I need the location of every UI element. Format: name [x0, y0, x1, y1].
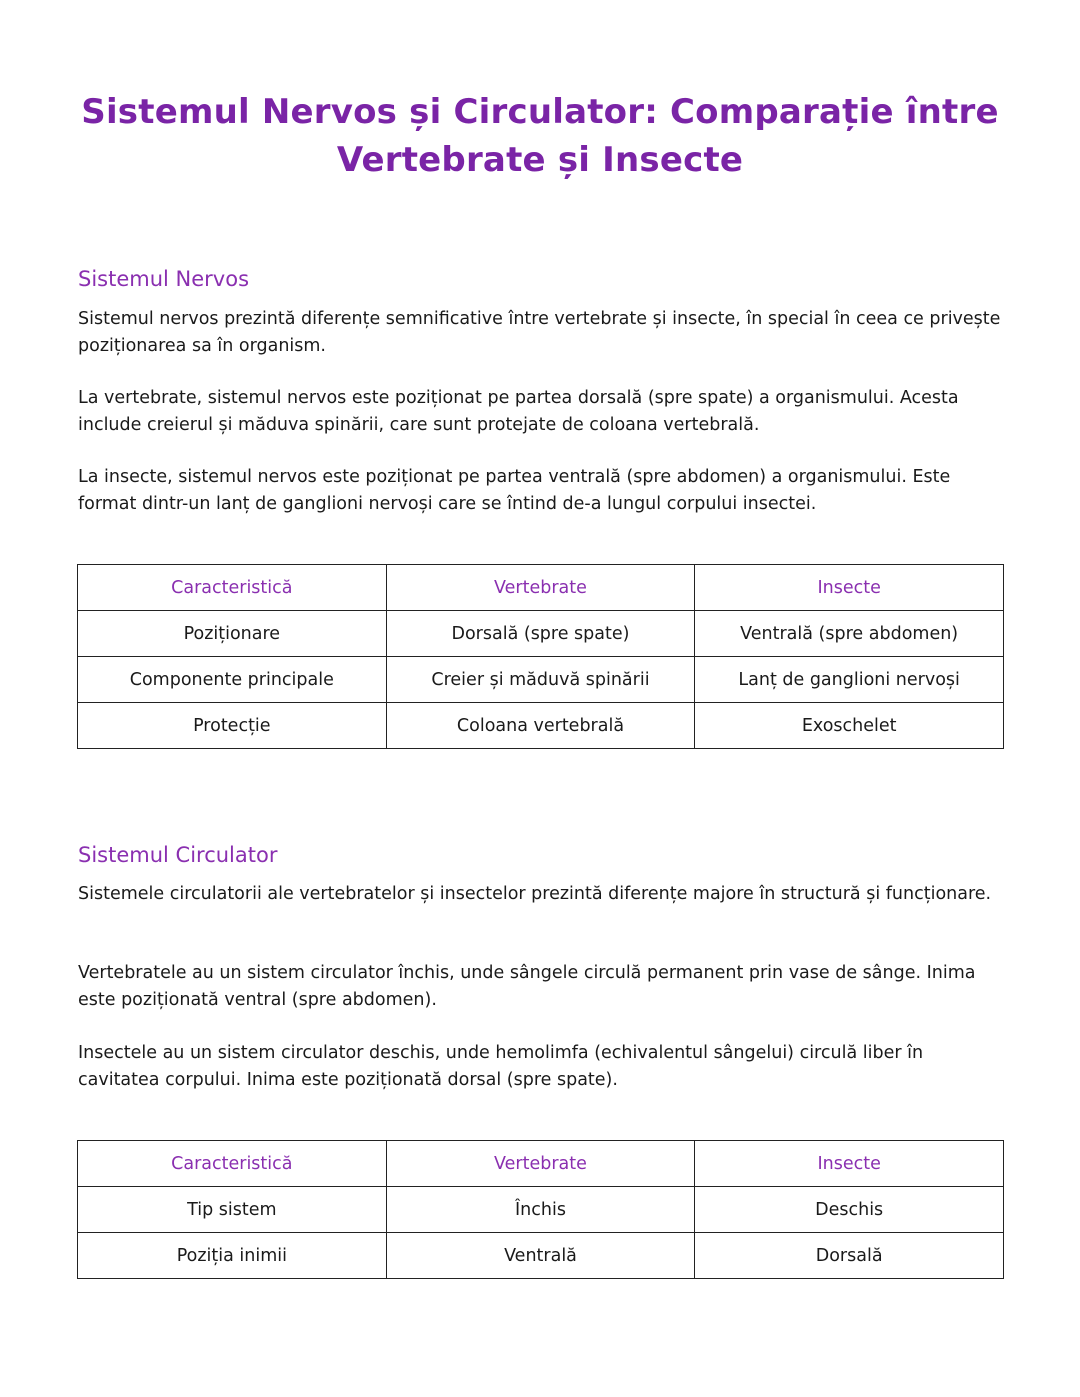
circulatory-paragraph-3: Insectele au un sistem circulator deschis, unde hemolimfa (echivalentul sângelui) circulă liber în cavitatea corpului. Inima este poziționată dorsal (spre spate).	[78, 1043, 924, 1090]
column-header-characteristic: Caracteristică	[78, 1141, 387, 1187]
nervous-paragraph-2: La vertebrate, sistemul nervos este poziționat pe partea dorsală (spre spate) a organismului. Acesta include creierul și măduva spinării, care sunt protejate de coloana vertebrală.	[78, 388, 959, 435]
table-cell: Ventrală	[386, 1233, 695, 1279]
table-row	[78, 1233, 1004, 1279]
page-title-line-2: Vertebrate și Insecte	[336, 140, 744, 180]
page-title	[78, 88, 1002, 184]
table-cell: Exoschelet	[695, 703, 1004, 749]
column-header-insects: Insecte	[695, 1141, 1004, 1187]
column-header-vertebrates: Vertebrate	[386, 565, 695, 611]
column-header-insects: Insecte	[695, 565, 1004, 611]
table-row	[78, 1187, 1004, 1233]
table-row	[78, 611, 1004, 657]
table-cell: Dorsală	[695, 1233, 1004, 1279]
circulatory-comparison-table	[77, 1140, 1004, 1279]
table-row	[78, 703, 1004, 749]
table-cell: Dorsală (spre spate)	[386, 611, 695, 657]
page-title-line-1: Sistemul Nervos și Circulator: Comparație între	[81, 92, 999, 132]
table-cell: Poziționare	[78, 611, 387, 657]
table-cell: Poziția inimii	[78, 1233, 387, 1279]
circulatory-paragraph-1: Sistemele circulatorii ale vertebratelor și insectelor prezintă diferențe majore în structură și funcționare.	[78, 884, 992, 904]
table-row	[78, 657, 1004, 703]
circulatory-heading: Sistemul Circulator	[78, 843, 278, 867]
nervous-paragraph-3: La insecte, sistemul nervos este poziționat pe partea ventrală (spre abdomen) a organismului. Este format dintr-un lanț de ganglioni nervoși care se întind de-a lungul corpului insectei.	[78, 467, 951, 514]
nervous-comparison-table	[77, 564, 1004, 749]
table-cell: Tip sistem	[78, 1187, 387, 1233]
nervous-paragraph-1: Sistemul nervos prezintă diferențe semnificative între vertebrate și insecte, în special în ceea ce privește poziționarea sa în organism.	[78, 309, 1001, 356]
table-cell: Ventrală (spre abdomen)	[695, 611, 1004, 657]
table-cell: Coloana vertebrală	[386, 703, 695, 749]
nervous-heading: Sistemul Nervos	[78, 267, 250, 291]
circulatory-paragraph-2: Vertebratele au un sistem circulator închis, unde sângele circulă permanent prin vase de sânge. Inima este poziționată ventral (spre abdomen).	[78, 963, 976, 1010]
column-header-characteristic: Caracteristică	[78, 565, 387, 611]
table-header-row	[78, 1141, 1004, 1187]
table-cell: Componente principale	[78, 657, 387, 703]
table-cell: Închis	[386, 1187, 695, 1233]
table-header-row	[78, 565, 1004, 611]
column-header-vertebrates: Vertebrate	[386, 1141, 695, 1187]
table-cell: Protecție	[78, 703, 387, 749]
table-cell: Lanț de ganglioni nervoși	[695, 657, 1004, 703]
table-cell: Deschis	[695, 1187, 1004, 1233]
table-cell: Creier și măduvă spinării	[386, 657, 695, 703]
